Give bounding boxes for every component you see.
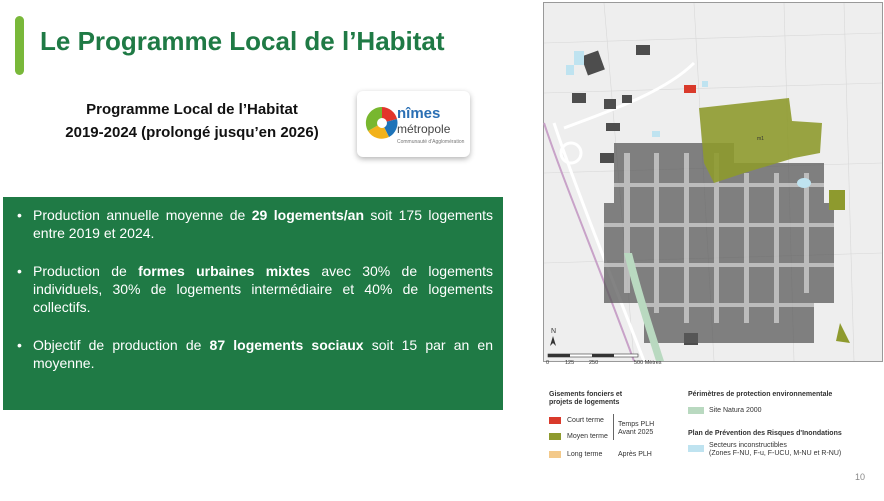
slide-title: Le Programme Local de l’Habitat bbox=[40, 26, 445, 56]
key-points-list bbox=[17, 206, 493, 372]
bullet-3-bold: 87 logements sociaux bbox=[209, 337, 364, 353]
bullet-dot-icon: • bbox=[17, 337, 22, 353]
bullet-production-annuelle bbox=[17, 206, 493, 242]
legend-swatch-long bbox=[549, 451, 561, 458]
bullet-1-after: soit 175 logements entre 2019 et 2024. bbox=[33, 207, 494, 241]
legend-label-court: Court terme bbox=[567, 417, 604, 424]
legend-temps-line-1: Temps PLH bbox=[618, 421, 655, 428]
bullet-logements-sociaux bbox=[17, 336, 493, 372]
legend-apres-plh: Après PLH bbox=[618, 451, 652, 458]
town-map bbox=[543, 2, 883, 366]
legend-label-natura: Site Natura 2000 bbox=[709, 407, 762, 414]
scale-label-500: 500 Mètres bbox=[634, 360, 662, 366]
north-label: N bbox=[551, 328, 557, 335]
map-parcel-label: m1 bbox=[757, 136, 764, 142]
nimes-metropole-logo bbox=[357, 91, 470, 157]
bullet-2-bold: formes urbaines mixtes bbox=[138, 263, 311, 279]
legend-secteurs-line-2: (Zones F-NU, F-u, F-UCU, M-NU et R-NU) bbox=[709, 450, 842, 457]
legend-right-title-2: Plan de Prévention des Risques d'Inondations bbox=[688, 430, 842, 437]
legend-label-secteurs bbox=[709, 442, 841, 458]
scale-label-250: 250 bbox=[589, 360, 599, 366]
bullet-dot-icon: • bbox=[17, 263, 22, 279]
bullet-3-before: Objectif de production de bbox=[33, 337, 210, 353]
subtitle-line-2: 2019-2024 (prolongé jusqu’en 2026) bbox=[65, 124, 319, 141]
bullet-3-after: soit 15 par an en moyenne. bbox=[33, 337, 493, 371]
subtitle-line-1: Programme Local de l’Habitat bbox=[86, 101, 298, 118]
bullet-2-before: Production de bbox=[33, 263, 139, 279]
legend-swatch-moyen bbox=[549, 433, 561, 440]
logo-emblem-icon bbox=[362, 103, 402, 143]
legend-label-long: Long terme bbox=[567, 451, 603, 458]
legend-swatch-natura bbox=[688, 407, 704, 414]
legend-temps-plh bbox=[618, 421, 654, 437]
logo-text-metropole: métropole bbox=[397, 122, 451, 136]
bullet-1-before: Production annuelle moyenne de bbox=[33, 207, 252, 223]
town-map-drawing bbox=[544, 3, 882, 366]
legend-temps-line-2: Avant 2025 bbox=[618, 429, 654, 436]
bullet-formes-urbaines bbox=[17, 262, 493, 316]
logo-text-tagline: Communauté d'Agglomération bbox=[397, 139, 465, 145]
key-points-box bbox=[3, 197, 503, 410]
title-accent-bar bbox=[15, 16, 24, 75]
scale-label-0: 0 bbox=[546, 360, 550, 366]
bullet-1-bold: 29 logements/an bbox=[251, 207, 364, 223]
scale-label-125: 125 bbox=[565, 360, 575, 366]
map-legend bbox=[543, 383, 881, 464]
legend-swatch-court bbox=[549, 417, 561, 424]
legend-label-moyen: Moyen terme bbox=[567, 433, 608, 440]
bullet-2-after: avec 30% de logements individuels, 30% de logements intermédiaire et 40% de logements collectifs. bbox=[33, 263, 493, 315]
slide-subtitle bbox=[40, 98, 344, 144]
legend-right-title-1: Périmètres de protection environnementale bbox=[688, 391, 833, 398]
legend-bracket bbox=[613, 414, 614, 440]
legend-left-title: Gisements fonciers et projets de logements bbox=[549, 391, 623, 406]
legend-swatch-ppri bbox=[688, 445, 704, 452]
page-number: 10 bbox=[855, 472, 866, 482]
logo-text-nimes: nîmes bbox=[397, 105, 441, 122]
bullet-dot-icon: • bbox=[17, 207, 22, 223]
legend-secteurs-line-1: Secteurs inconstructibles bbox=[709, 442, 787, 449]
